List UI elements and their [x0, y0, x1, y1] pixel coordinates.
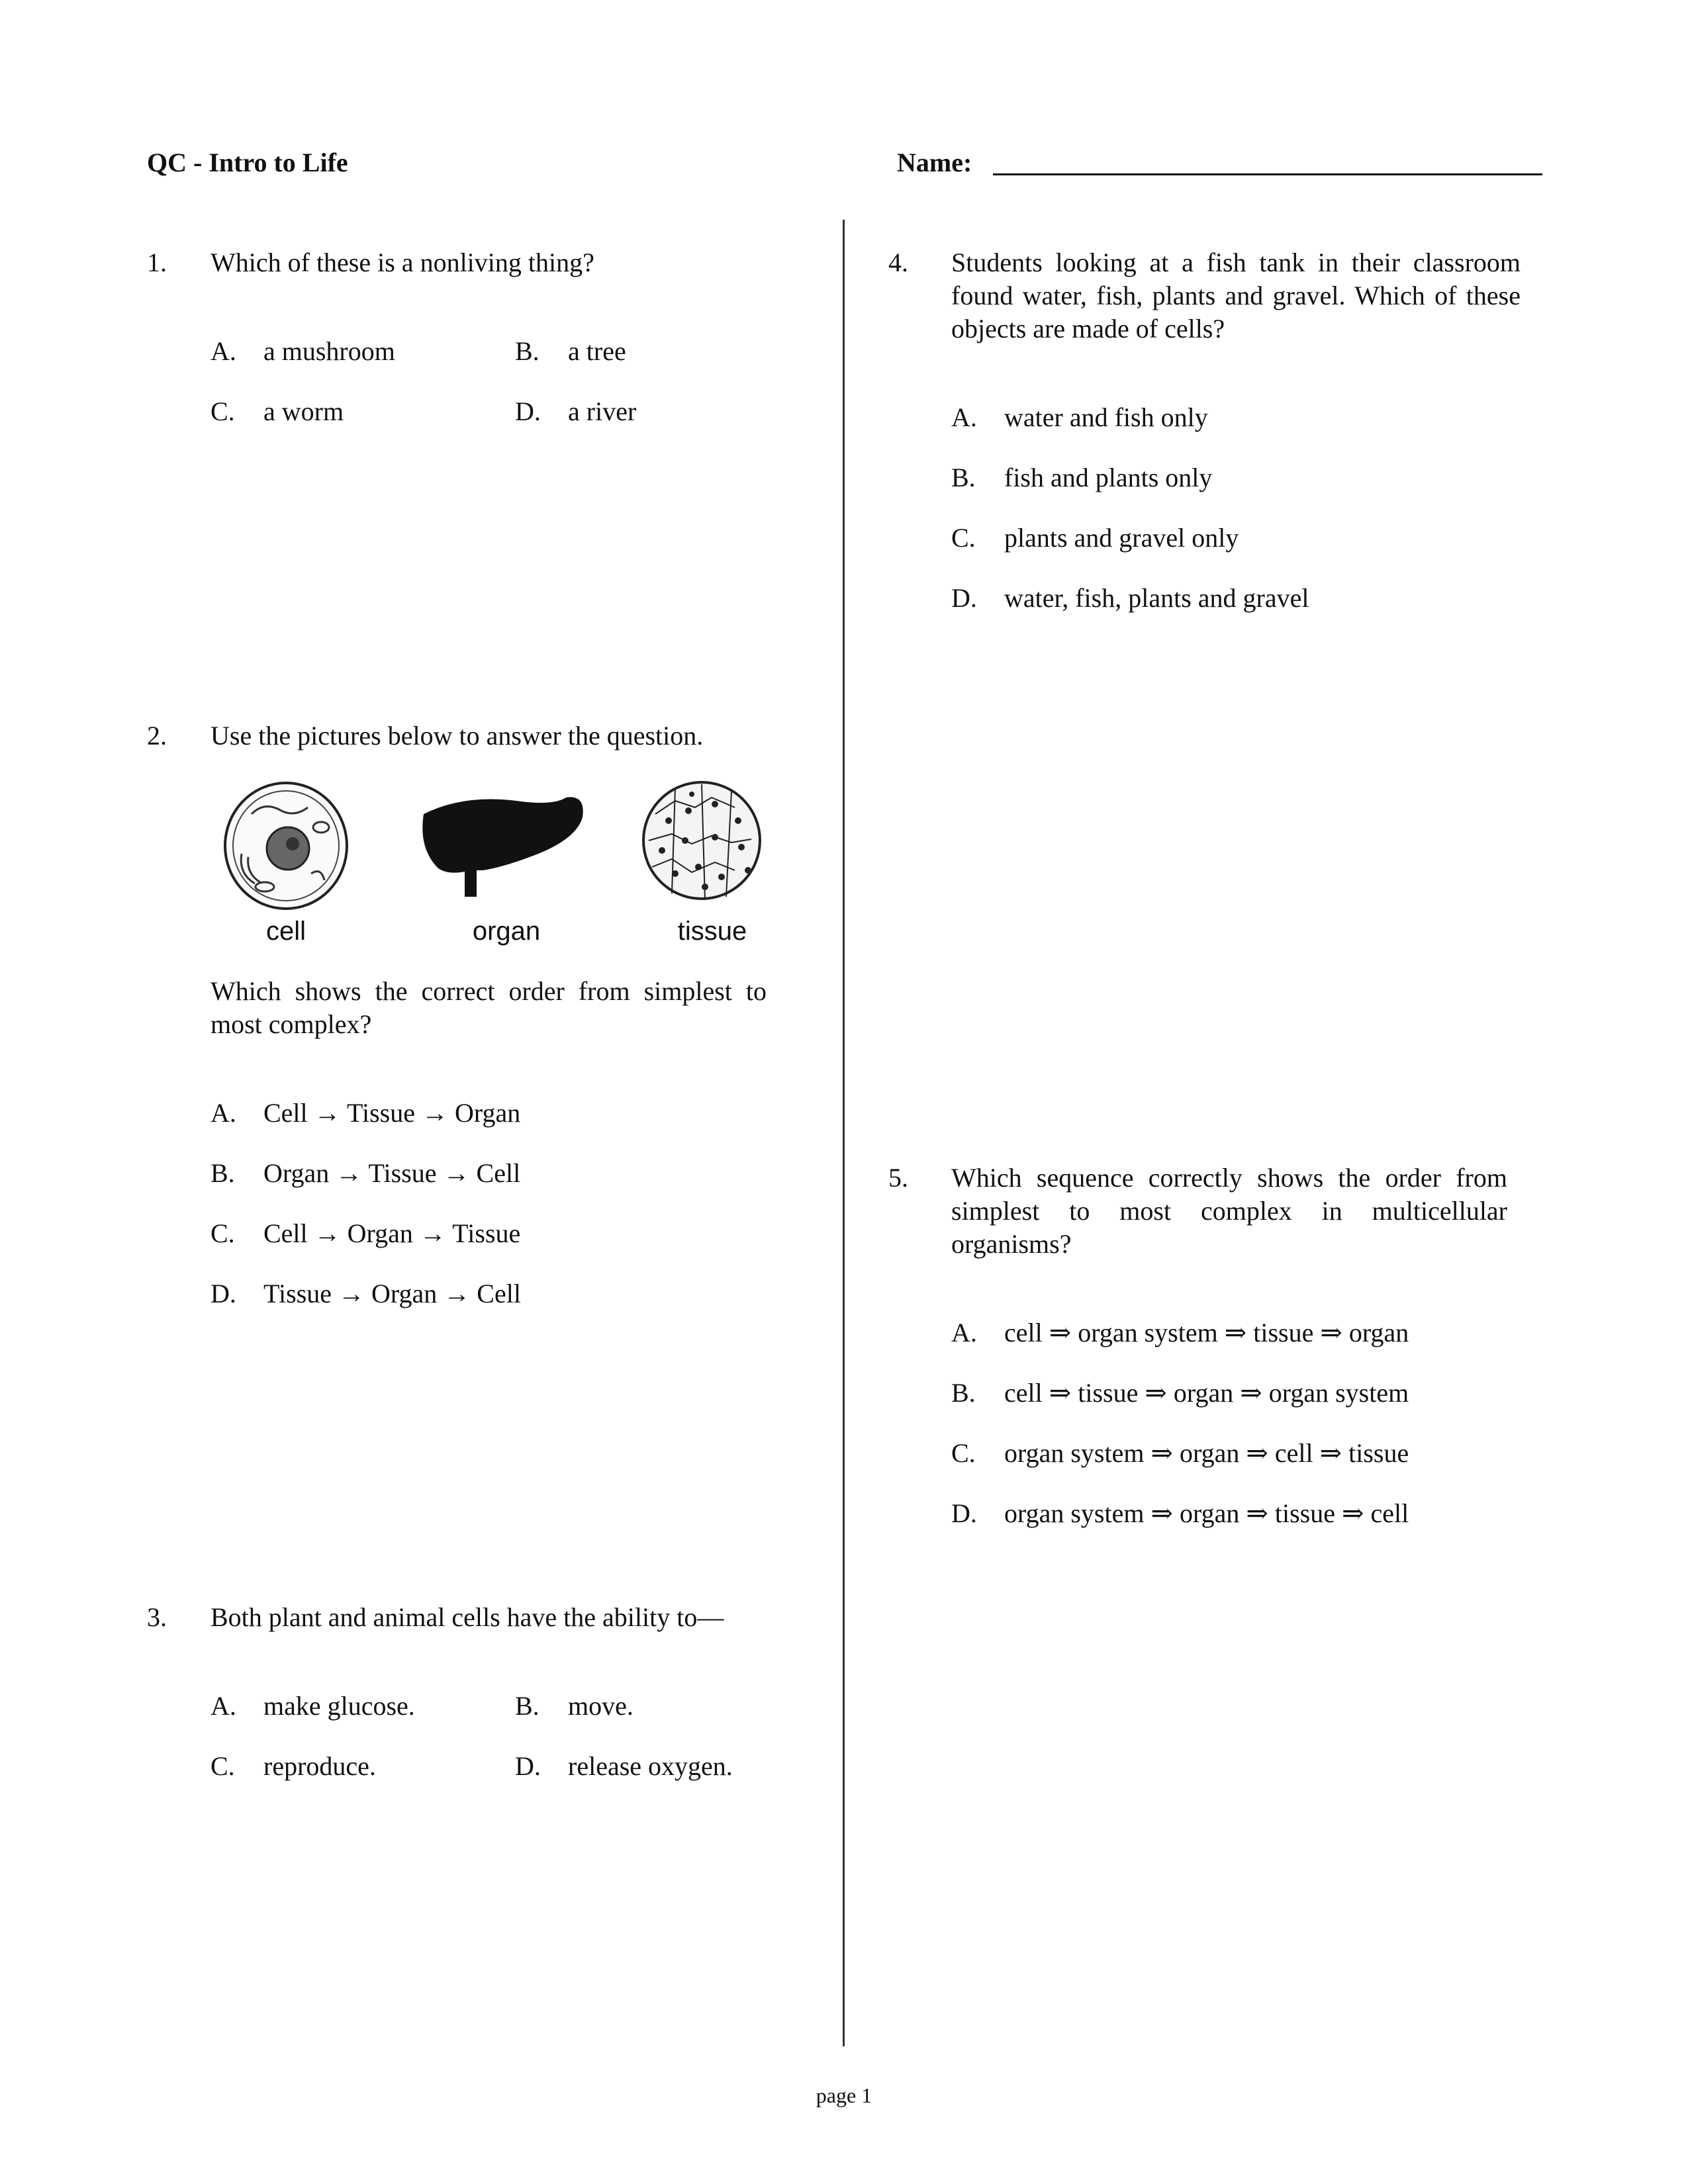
q5-option-d-letter: D.: [951, 1498, 977, 1528]
q1-option-d-text: a river: [568, 396, 637, 426]
q4-option-d-text: water, fish, plants and gravel: [1004, 583, 1309, 613]
q2-option-d-text: Tissue → Organ → Cell: [263, 1279, 521, 1308]
question-1-text: Which of these is a nonliving thing?: [211, 248, 594, 277]
name-label: Name:: [897, 148, 972, 177]
q2-option-b-letter: B.: [211, 1158, 235, 1188]
q3-option-a-text: make glucose.: [263, 1691, 415, 1721]
q5-option-a-text: cell ⇒ organ system ⇒ tissue ⇒ organ: [1004, 1318, 1409, 1347]
question-1-number: 1.: [147, 248, 167, 277]
figure-label-organ: organ: [472, 917, 541, 946]
q5-option-b-text: cell ⇒ tissue ⇒ organ ⇒ organ system: [1004, 1378, 1409, 1408]
q2-option-a-text: Cell → Tissue → Organ: [263, 1098, 521, 1128]
q5-option-d-text: organ system ⇒ organ ⇒ tissue ⇒ cell: [1004, 1498, 1409, 1528]
question-3-text: Both plant and animal cells have the ability to—: [211, 1602, 724, 1632]
q3-option-b-letter: B.: [515, 1691, 539, 1721]
question-2-number: 2.: [147, 721, 167, 751]
q2-option-a-letter: A.: [211, 1098, 236, 1128]
q4-option-c-text: plants and gravel only: [1004, 523, 1239, 553]
tissue-illustration: [643, 782, 760, 900]
q5-option-b-letter: B.: [951, 1378, 976, 1408]
q2-option-d-letter: D.: [211, 1279, 236, 1308]
q4-option-a-text: water and fish only: [1004, 402, 1208, 432]
worksheet-title: QC - Intro to Life: [147, 148, 348, 177]
question-5-text: Which sequence correctly shows the order from simplest to most complex in multicellular organisms?: [951, 1163, 1507, 1259]
cell-illustration: [225, 783, 347, 909]
question-2-text: Use the pictures below to answer the question.: [211, 721, 704, 751]
q4-option-b-letter: B.: [951, 463, 976, 492]
q2-option-b-text: Organ → Tissue → Cell: [263, 1158, 521, 1188]
q5-option-c-letter: C.: [951, 1438, 976, 1468]
q1-option-c-letter: C.: [211, 396, 235, 426]
q3-option-a-letter: A.: [211, 1691, 236, 1721]
question-3-number: 3.: [147, 1602, 167, 1632]
q3-option-c-letter: C.: [211, 1751, 235, 1781]
q3-option-b-text: move.: [568, 1691, 633, 1721]
q5-option-c-text: organ system ⇒ organ ⇒ cell ⇒ tissue: [1004, 1438, 1409, 1468]
question-4-text: Students looking at a fish tank in their classroom found water, fish, plants and gravel. Which of these objects are made of cells?: [951, 248, 1521, 343]
q3-option-d-text: release oxygen.: [568, 1751, 733, 1781]
q4-option-b-text: fish and plants only: [1004, 463, 1213, 492]
q1-option-a-text: a mushroom: [263, 336, 395, 366]
organ-illustration: [422, 797, 583, 897]
q3-option-d-letter: D.: [515, 1751, 541, 1781]
figure-label-tissue: tissue: [677, 917, 747, 946]
name-blank-line[interactable]: [993, 173, 1542, 175]
q5-option-a-letter: A.: [951, 1318, 977, 1347]
q1-option-b-text: a tree: [568, 336, 626, 366]
q2-option-c-letter: C.: [211, 1218, 235, 1248]
cell-organ-tissue-figure: [212, 774, 794, 913]
q4-option-a-letter: A.: [951, 402, 977, 432]
question-4-number: 4.: [888, 248, 908, 277]
q4-option-c-letter: C.: [951, 523, 976, 553]
q1-option-a-letter: A.: [211, 336, 236, 366]
figure-label-cell: cell: [265, 917, 306, 946]
column-divider: [843, 220, 845, 2046]
q1-option-d-letter: D.: [515, 396, 541, 426]
question-5-number: 5.: [888, 1163, 908, 1193]
q4-option-d-letter: D.: [951, 583, 977, 613]
q1-option-b-letter: B.: [515, 336, 539, 366]
page-number: page 1: [816, 2083, 872, 2107]
q3-option-c-text: reproduce.: [263, 1751, 376, 1781]
q2-option-c-text: Cell → Organ → Tissue: [263, 1218, 521, 1248]
question-2-followup: Which shows the correct order from simplest to most complex?: [211, 976, 767, 1039]
q1-option-c-text: a worm: [263, 396, 344, 426]
